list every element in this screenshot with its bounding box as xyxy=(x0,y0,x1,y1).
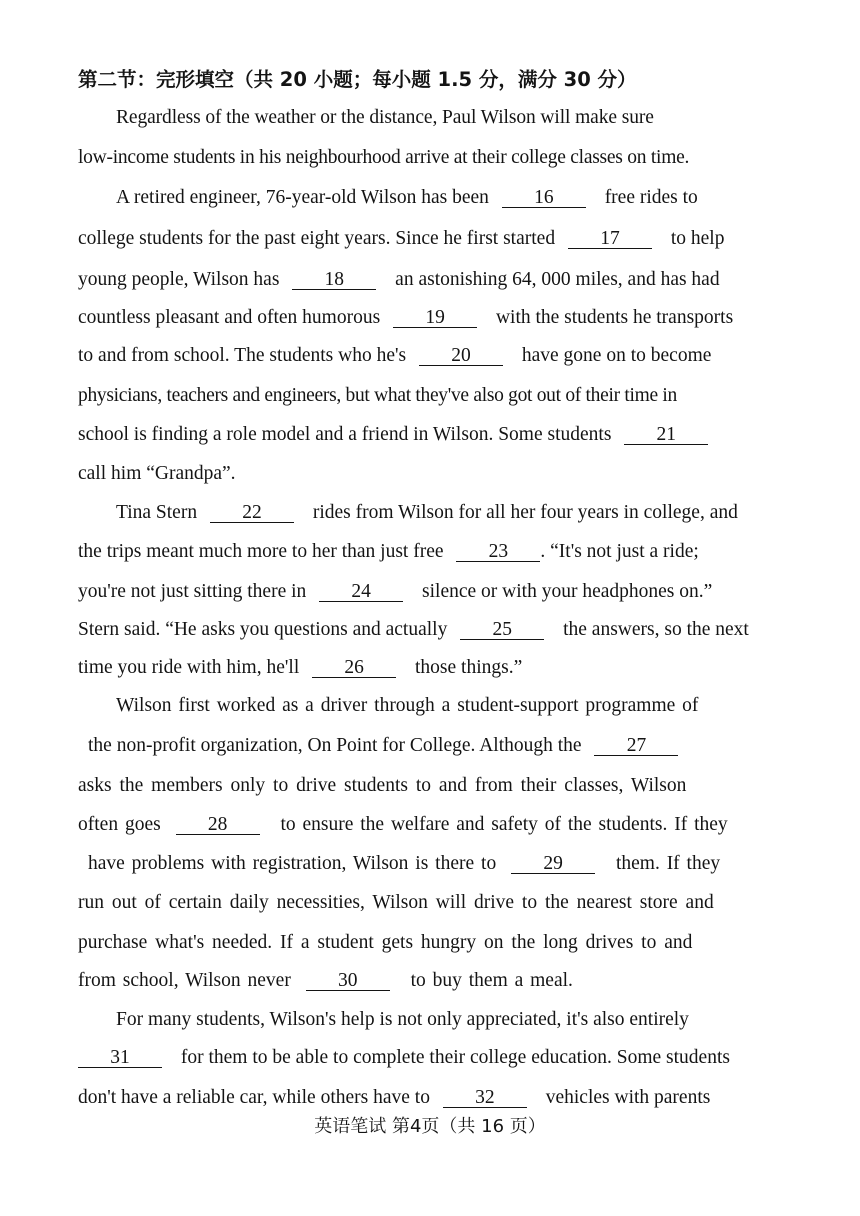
passage-text: school is finding a role model and a friend in Wilson. Some students xyxy=(78,424,612,445)
passage-text: the answers, so the next xyxy=(563,619,749,640)
blank-28[interactable]: 28 xyxy=(176,815,260,835)
passage-text: Stern said. “He asks you questions and actually xyxy=(78,619,448,640)
passage-text: often goes xyxy=(78,814,161,835)
passage-text: to buy them a meal. xyxy=(410,970,573,991)
passage-text: from school, Wilson never xyxy=(78,970,291,991)
passage-text: physicians, teachers and engineers, but what they've also got out of their time in xyxy=(78,385,677,406)
passage-text: them. If they xyxy=(615,853,721,874)
passage-line xyxy=(78,540,699,564)
passage-text: the non-profit organization, On Point for College. Although the xyxy=(88,735,582,756)
passage-line xyxy=(78,891,714,915)
passage-line xyxy=(88,734,692,758)
passage-text: low-income students in his neighbourhood arrive at their college classes on time. xyxy=(78,147,690,168)
blank-21[interactable]: 21 xyxy=(624,425,708,445)
passage-text: time you ride with him, he'll xyxy=(78,657,300,678)
passage-text: free rides to xyxy=(604,187,698,208)
passage-line xyxy=(116,106,654,130)
passage-text: countless pleasant and often humorous xyxy=(78,307,381,328)
passage-line xyxy=(78,618,749,642)
passage-line xyxy=(78,384,677,408)
passage-line xyxy=(78,344,711,368)
passage-line xyxy=(116,694,698,718)
passage-line xyxy=(116,501,738,525)
blank-30[interactable]: 30 xyxy=(306,971,390,991)
passage-line xyxy=(78,227,724,251)
passage-line xyxy=(78,969,573,993)
blank-19[interactable]: 19 xyxy=(393,308,477,328)
blank-27[interactable]: 27 xyxy=(594,736,678,756)
passage-line xyxy=(78,580,712,604)
passage-text: don't have a reliable car, while others have to xyxy=(78,1087,430,1108)
section-title: 第二节：完形填空（共 20 小题；每小题 1.5 分，满分 30 分） xyxy=(78,68,637,91)
passage-text: for them to be able to complete their college education. Some students xyxy=(180,1047,730,1068)
passage-text: those things.” xyxy=(414,657,523,678)
passage-line xyxy=(78,462,236,486)
blank-32[interactable]: 32 xyxy=(443,1088,527,1108)
blank-29[interactable]: 29 xyxy=(511,854,595,874)
passage-text: vehicles with parents xyxy=(545,1087,711,1108)
passage-text: . “It's not just a ride; xyxy=(540,541,699,562)
passage-line xyxy=(78,656,522,680)
passage-line xyxy=(116,186,698,210)
passage-text: the trips meant much more to her than just free xyxy=(78,541,444,562)
passage-text: to and from school. The students who he's xyxy=(78,345,407,366)
passage-text: have problems with registration, Wilson is there to xyxy=(88,853,497,874)
passage-text: you're not just sitting there in xyxy=(78,581,307,602)
passage-line xyxy=(78,931,692,955)
passage-text: asks the members only to drive students to and from their classes, Wilson xyxy=(78,775,687,796)
blank-20[interactable]: 20 xyxy=(419,346,503,366)
passage-text: call him “Grandpa”. xyxy=(78,463,236,484)
passage-text: an astonishing 64, 000 miles, and has had xyxy=(395,269,720,290)
passage-text: Tina Stern xyxy=(116,502,198,523)
passage-line xyxy=(78,146,689,170)
passage-text: to ensure the welfare and safety of the students. If they xyxy=(280,814,728,835)
passage-text: with the students he transports xyxy=(495,307,734,328)
blank-18[interactable]: 18 xyxy=(292,270,376,290)
passage-text: young people, Wilson has xyxy=(78,269,280,290)
passage-text: have gone on to become xyxy=(521,345,712,366)
blank-23[interactable]: 23 xyxy=(456,542,540,562)
passage-line xyxy=(88,852,720,876)
passage-line xyxy=(78,268,720,292)
blank-17[interactable]: 17 xyxy=(568,229,652,249)
passage-text: silence or with your headphones on.” xyxy=(422,581,713,602)
passage-text: to help xyxy=(670,228,725,249)
blank-31[interactable]: 31 xyxy=(78,1048,162,1068)
passage-text: college students for the past eight years. Since he first started xyxy=(78,228,556,249)
passage-line xyxy=(78,1086,710,1110)
blank-24[interactable]: 24 xyxy=(319,582,403,602)
passage-line xyxy=(78,774,686,798)
passage-text: For many students, Wilson's help is not only appreciated, it's also entirely xyxy=(116,1009,689,1030)
page-footer: 英语笔试 第4页（共 16 页） xyxy=(314,1116,546,1137)
blank-26[interactable]: 26 xyxy=(312,658,396,678)
passage-line xyxy=(116,1008,689,1032)
blank-25[interactable]: 25 xyxy=(460,620,544,640)
passage-line xyxy=(78,813,728,837)
passage-line xyxy=(78,1046,730,1070)
blank-22[interactable]: 22 xyxy=(210,503,294,523)
passage-text: purchase what's needed. If a student gets hungry on the long drives to and xyxy=(78,932,693,953)
passage-text: Wilson first worked as a driver through a student-support programme of xyxy=(116,695,699,716)
blank-16[interactable]: 16 xyxy=(502,188,586,208)
passage-text: rides from Wilson for all her four years in college, and xyxy=(312,502,738,523)
passage-text: Regardless of the weather or the distance, Paul Wilson will make sure xyxy=(116,107,654,128)
passage-line xyxy=(78,306,733,330)
passage-text: A retired engineer, 76-year-old Wilson has been xyxy=(116,187,489,208)
passage-line xyxy=(78,423,722,447)
passage-text: run out of certain daily necessities, Wilson will drive to the nearest store and xyxy=(78,892,714,913)
